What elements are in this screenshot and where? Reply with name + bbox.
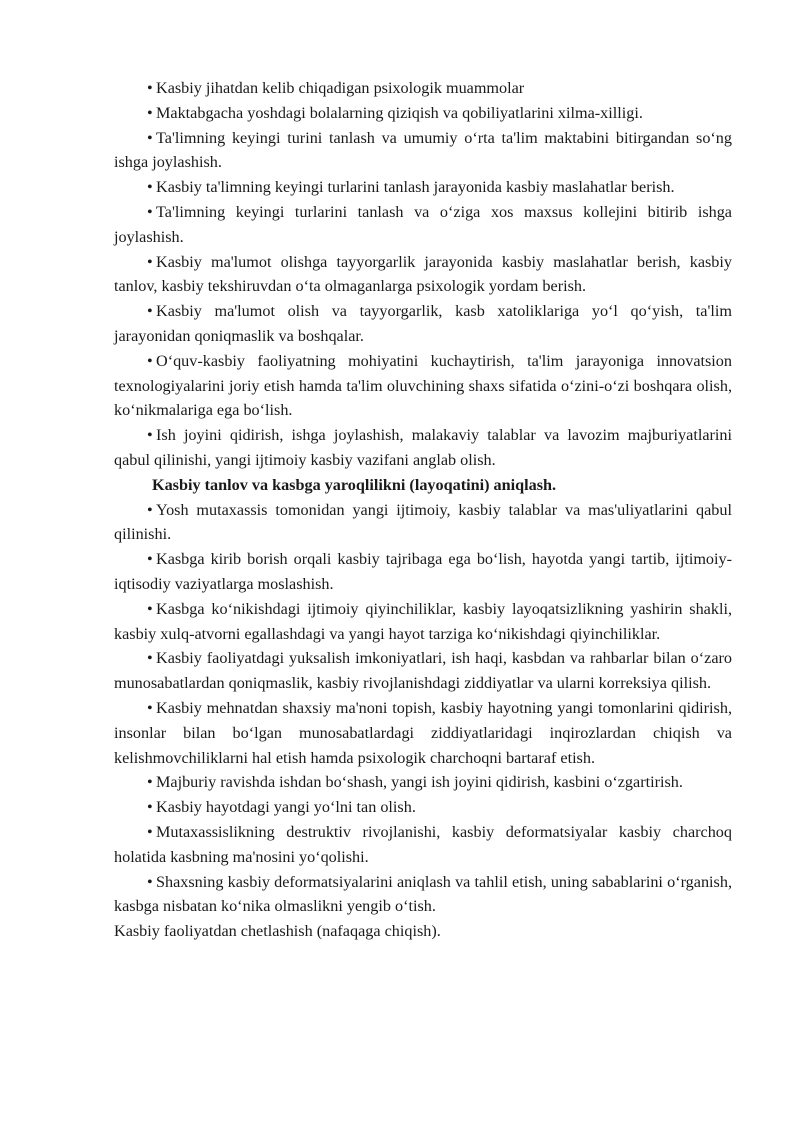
list-item-text: Kasbiy jihatdan kelib chiqadigan psixologik muammolar bbox=[156, 79, 525, 97]
list-item-text: Kasbga koʻnikishdagi ijtimoiy qiyinchiliklar, kasbiy layoqatsizlikning yashirin shakli, kasbiy xulq-atvorni egallashdagi va yangi hayot tarziga koʻnikishdagi qiyinchiliklar. bbox=[114, 599, 732, 643]
bullet-icon: • bbox=[147, 426, 153, 445]
bullet-icon: • bbox=[147, 500, 153, 519]
bullet-icon: • bbox=[147, 351, 153, 370]
list-item bbox=[114, 547, 732, 597]
list-item bbox=[114, 795, 732, 820]
bullet-icon: • bbox=[147, 773, 153, 792]
list-item-text: Kasbiy mehnatdan shaxsiy ma'noni topish, kasbiy hayotning yangi tomonlarini qidirish, insonlar bilan boʻlgan munosabatlardagi ziddiyatlaridagi inqirozlardan chiqish va kelishmovchiliklarni hal etish hamda psixologik charchoqni bartaraf etish. bbox=[114, 698, 732, 767]
list-item bbox=[114, 349, 732, 423]
bullet-icon: • bbox=[147, 252, 153, 271]
bullet-icon: • bbox=[147, 178, 153, 197]
list-item bbox=[114, 870, 732, 920]
list-item bbox=[114, 820, 732, 870]
list-item-text: Majburiy ravishda ishdan boʻshash, yangi ish joyini qidirish, kasbini oʻzgartirish. bbox=[156, 773, 683, 792]
list-item bbox=[114, 770, 732, 795]
bullet-icon: • bbox=[147, 79, 153, 97]
section-heading: Kasbiy tanlov va kasbga yaroqlilikni (layoqatini) aniqlash. bbox=[152, 475, 557, 494]
list-item-text: Ta'limning keyingi turini tanlash va umumiy oʻrta ta'lim maktabini bitirgandan soʻng ishga joylashish. bbox=[114, 128, 732, 172]
list-item-text: Kasbga kirib borish orqali kasbiy tajribaga ega boʻlish, hayotda yangi tartib, ijtimoiy-iqtisodiy vaziyatlarga moslashish. bbox=[114, 550, 732, 593]
list-item-text: Kasbiy ma'lumot olish va tayyorgarlik, kasb xatoliklariga yoʻl qoʻyish, ta'lim jarayonidan qoniqmaslik va boshqalar. bbox=[114, 302, 732, 345]
list-item-text: Shaxsning kasbiy deformatsiyalarini aniqlash va tahlil etish, uning sabablarini oʻrganish, kasbga nisbatan koʻnika olmaslikni yengib oʻtish. bbox=[114, 872, 732, 916]
list-item bbox=[114, 423, 732, 473]
list-item bbox=[114, 76, 732, 101]
bullet-icon: • bbox=[147, 550, 153, 569]
list-item-text: Kasbiy hayotdagi yangi yoʻlni tan olish. bbox=[156, 798, 416, 817]
bullet-icon: • bbox=[147, 599, 153, 618]
list-item bbox=[114, 696, 732, 770]
list-item-text: Oʻquv-kasbiy faoliyatning mohiyatini kuchaytirish, ta'lim jarayoniga innovatsion texnologiyalarini joriy etish hamda ta'lim oluvchining shaxs sifatida oʻzini-oʻzi boshqara olish, koʻnikmalariga ega boʻlish. bbox=[114, 351, 732, 420]
closing-line: Kasbiy faoliyatdan chetlashish (nafaqaga chiqish). bbox=[114, 922, 441, 941]
list-item bbox=[114, 498, 732, 548]
list-item bbox=[114, 646, 732, 696]
bullet-icon: • bbox=[147, 103, 153, 122]
list-item-text: Kasbiy ta'limning keyingi turlarini tanlash jarayonida kasbiy maslahatlar berish. bbox=[156, 178, 675, 197]
list-item bbox=[114, 597, 732, 647]
list-item-text: Kasbiy faoliyatdagi yuksalish imkoniyatlari, ish haqi, kasbdan va rahbarlar bilan oʻzaro munosabatlardan qoniqmaslik, kasbiy rivojlanishdagi ziddiyatlar va ularni korreksiya qilish. bbox=[114, 649, 732, 693]
list-item-text: Maktabgacha yoshdagi bolalarning qiziqish va qobiliyatlarini xilma-xilligi. bbox=[156, 103, 643, 122]
list-item bbox=[114, 200, 732, 250]
list-item-text: Ta'limning keyingi turlarini tanlash va oʻziga xos maxsus kollejini bitirib ishga joylashish. bbox=[114, 202, 732, 246]
list-item-text: Mutaxassislikning destruktiv rivojlanishi, kasbiy deformatsiyalar kasbiy charchoq holatida kasbning ma'nosini yoʻqolishi. bbox=[114, 822, 732, 866]
list-item-text: Kasbiy ma'lumot olishga tayyorgarlik jarayonida kasbiy maslahatlar berish, kasbiy tanlov, kasbiy tekshiruvdan oʻta olmaganlarga psixologik yordam berish. bbox=[114, 252, 732, 296]
list-item bbox=[114, 299, 732, 349]
list-item bbox=[114, 250, 732, 300]
bullet-icon: • bbox=[147, 202, 153, 221]
bullet-icon: • bbox=[147, 649, 153, 668]
list-item bbox=[114, 175, 732, 200]
bullet-icon: • bbox=[147, 128, 153, 147]
bullet-icon: • bbox=[147, 822, 153, 841]
document-page bbox=[114, 76, 732, 944]
bullet-icon: • bbox=[147, 302, 153, 321]
bullet-icon: • bbox=[147, 698, 153, 717]
bullet-icon: • bbox=[147, 798, 153, 817]
list-item bbox=[114, 101, 732, 126]
list-item-text: Yosh mutaxassis tomonidan yangi ijtimoiy, kasbiy talablar va mas'uliyatlarini qabul qilinishi. bbox=[114, 500, 732, 544]
bullet-icon: • bbox=[147, 872, 153, 891]
list-item-text: Ish joyini qidirish, ishga joylashish, malakaviy talablar va lavozim majburiyatlarini qabul qilinishi, yangi ijtimoiy kasbiy vazifani anglab olish. bbox=[114, 426, 732, 469]
list-item bbox=[114, 126, 732, 176]
